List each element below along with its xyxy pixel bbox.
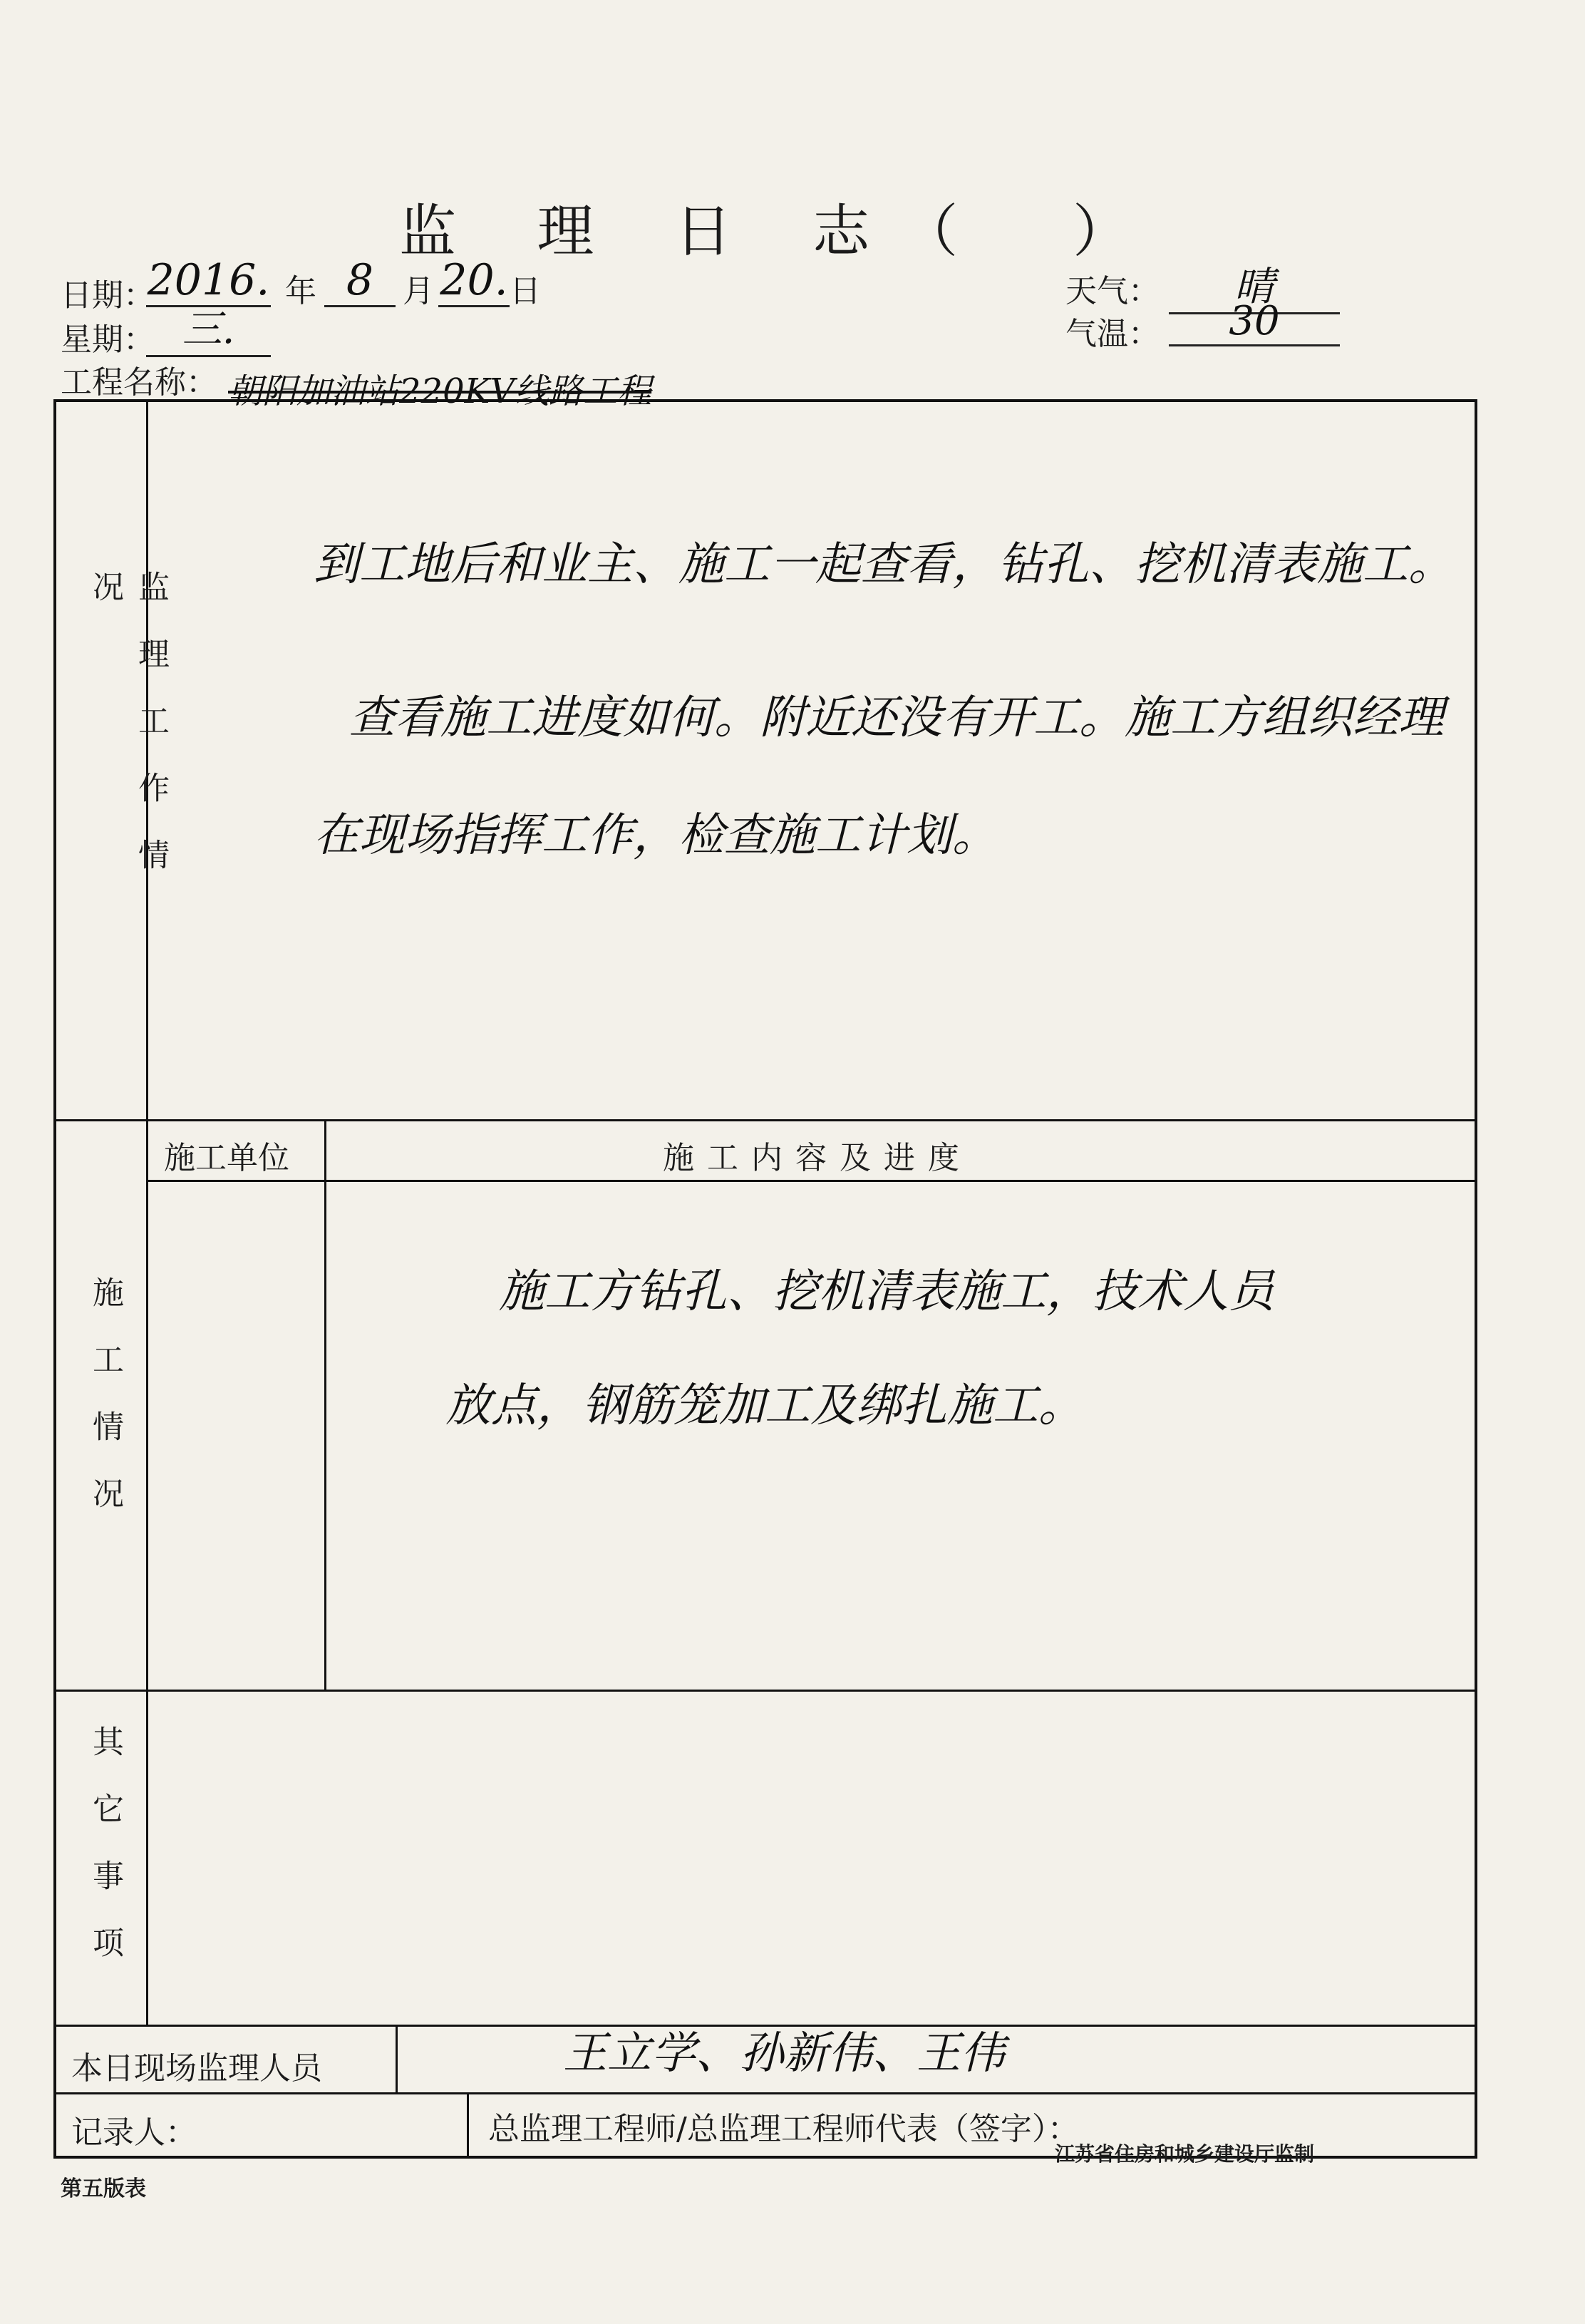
chief-engineer-label: 总监理工程师/总监理工程师代表（签字）： <box>488 2111 1079 2147</box>
year-unit: 年 <box>285 273 316 309</box>
date-label: 日期： <box>61 277 155 314</box>
construction-line-1: 施工方钻孔、挖机清表施工，技术人员 <box>499 1265 1274 1318</box>
year-value: 2016. <box>146 255 271 307</box>
unit-column-divider <box>324 1119 326 1690</box>
weather-label: 天气： <box>1065 273 1160 309</box>
divider-construction-bottom <box>53 1690 1477 1692</box>
construction-section-label: 施工情况 <box>87 1276 123 1544</box>
supervision-line-3: 在现场指挥工作，检查施工计划。 <box>314 809 998 862</box>
month-value: 8 <box>324 255 396 307</box>
edition-note: 第五版表 <box>61 2176 146 2201</box>
divider-supervision-bottom <box>53 1119 1477 1121</box>
construction-unit-header: 施工单位 <box>164 1140 289 1176</box>
staff-names: 王立学、孙新伟、王伟 <box>563 2027 1006 2079</box>
day-value: 20. <box>438 255 510 307</box>
recorder-divider <box>467 2092 469 2159</box>
divider-staff-bottom <box>53 2092 1477 2094</box>
weather-value: 晴 <box>1169 255 1340 314</box>
page-title: 监 理 日 志（ <box>399 198 990 264</box>
temp-value: 30 <box>1169 298 1340 346</box>
supervision-line-2: 查看施工进度如何。附近还没有开工。施工方组织经理 <box>349 691 1444 744</box>
left-column-divider-mid <box>146 1119 148 1690</box>
other-section-label: 其它事项 <box>87 1725 123 1993</box>
recorder-label: 记录人： <box>71 2114 197 2151</box>
title-close-paren: ） <box>1073 198 1130 264</box>
staff-label: 本日现场监理人员 <box>71 2050 322 2087</box>
supervision-line-1: 到工地后和业主、施工一起查看，钻孔、挖机清表施工。 <box>314 538 1454 591</box>
construction-header-divider <box>146 1180 1477 1182</box>
supervision-section-label: 监理工作情况 <box>87 570 169 905</box>
day-unit: 日 <box>510 273 541 309</box>
project-name-label: 工程名称： <box>61 364 217 401</box>
weekday-label: 星期： <box>61 322 155 358</box>
construction-line-2: 放点，钢筋笼加工及绑扎施工。 <box>445 1379 1084 1432</box>
temp-label: 气温： <box>1065 316 1160 352</box>
left-column-divider-bottom <box>146 1690 148 2025</box>
month-unit: 月 <box>403 273 434 309</box>
weekday-value: 三. <box>146 298 271 357</box>
project-name-value: 朝阳加油站220KV线路工程 <box>228 371 652 411</box>
staff-divider <box>396 2025 398 2092</box>
issuer-note: 江苏省住房和城乡建设厅监制 <box>1055 2142 1315 2166</box>
construction-content-header: 施 工 内 容 及 进 度 <box>663 1140 961 1176</box>
